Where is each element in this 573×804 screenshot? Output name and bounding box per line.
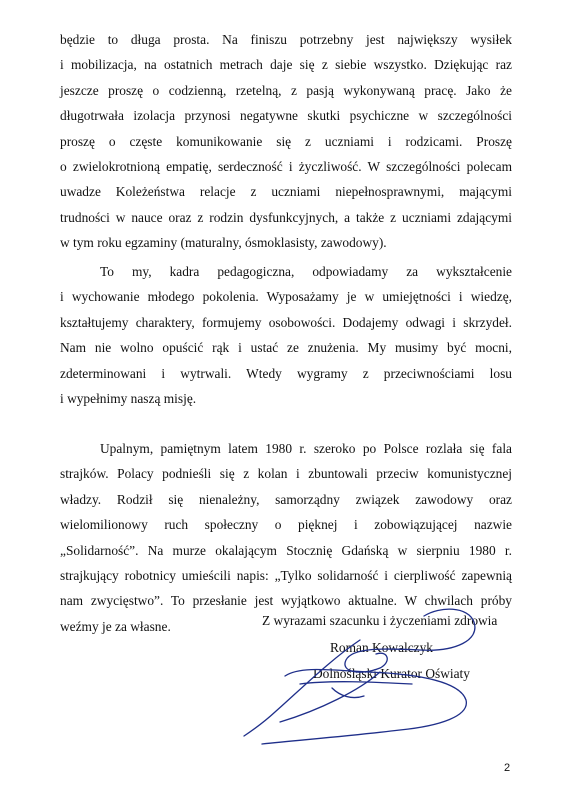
text-line: strajkujący robotnicy umieścili napis: „Tylko solidarność i cierpliwość zapewnią <box>60 567 512 583</box>
page-number: 2 <box>504 762 511 774</box>
paragraph-1 <box>60 27 512 256</box>
text-line: będzie to długa prosta. Na finiszu potrzebny jest największy wysiłek <box>60 32 512 47</box>
text-line: „Solidarność”. Na murze okalającym Stocznię Gdańską w sierpniu 1980 r. <box>60 542 512 558</box>
text-line: nam zwycięstwo”. To przesłanie jest wyjątkowo aktualne. W chwilach próby <box>60 593 512 609</box>
text-line: i mobilizacja, na ostatnich metrach daje się z siebie wszystko. Dziękując raz <box>60 57 512 73</box>
signatory-title: Dolnośląski Kurator Oświaty <box>313 666 470 681</box>
text-line: wielomilionowy ruch społeczny o pięknej i zobowiązującej nazwie <box>60 517 512 533</box>
text-line: To my, kadra pedagogiczna, odpowiadamy za wykształcenie <box>100 264 512 279</box>
text-line: władzy. Rodził się nienależny, samorządny związek zawodowy oraz <box>60 491 512 507</box>
text-line: długotrwała izolacja przynosi negatywne skutki psychiczne w szczególności <box>60 108 512 124</box>
text-line: i wypełnimy naszą misję. <box>60 390 197 406</box>
text-line: w tym roku egzaminy (maturalny, ósmoklasisty, zawodowy). <box>60 235 387 251</box>
text-line: trudności w nauce oraz z rodzin dysfunkcyjnych, a także z uczniami zdającymi <box>60 209 512 225</box>
text-line: weźmy je za własne. <box>60 618 171 634</box>
text-line: kształtujemy charaktery, formujemy osobowości. Dodajemy odwagi i skrzydeł. <box>60 314 512 330</box>
text-line: strajków. Polacy podnieśli się z kolan i zbuntowali przeciw komunistycznej <box>60 466 512 482</box>
text-line: zdeterminowani i wytrwali. Wtedy wygramy z przeciwnościami losu <box>60 365 512 381</box>
text-line: o zwielokrotnioną empatię, serdeczność i życzliwość. W szczególności polecam <box>60 158 512 174</box>
paragraph-2 <box>60 259 512 411</box>
text-line: jeszcze proszę o codzienną, rzetelną, z pasją wykonywaną pracę. Jako że <box>60 82 512 98</box>
text-line: proszę o częste komunikowanie się z uczniami i rodzicami. Proszę <box>60 133 512 149</box>
paragraph-3 <box>60 436 512 639</box>
signatory-name: Roman Kowalczyk <box>330 640 434 655</box>
text-line: uwadze Koleżeństwa relacje z uczniami niepełnosprawnymi, mającymi <box>60 184 512 200</box>
text-line: Nam nie wolno opuścić rąk i ustać ze znużenia. My musimy być mocni, <box>60 340 512 356</box>
text-line: i wychowanie młodego pokolenia. Wyposażamy je w umiejętności i wiedzę, <box>60 289 512 305</box>
closing-salutation: Z wyrazami szacunku i życzeniami zdrowia <box>262 613 498 628</box>
text-line: Upalnym, pamiętnym latem 1980 r. szeroko po Polsce rozlała się fala <box>100 441 512 456</box>
